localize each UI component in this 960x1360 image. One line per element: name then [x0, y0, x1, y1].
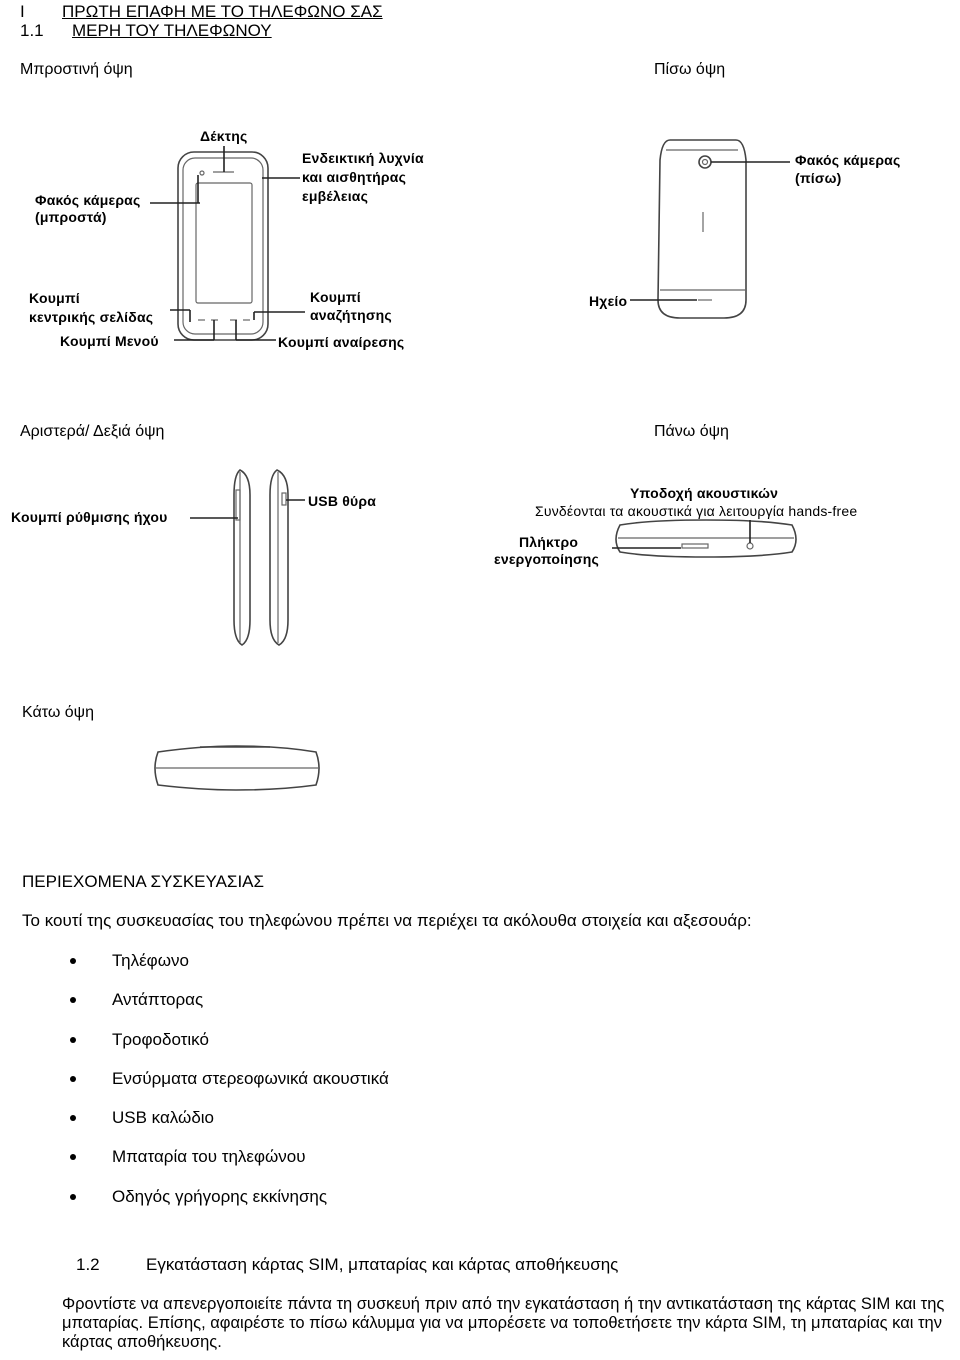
label-usb-port: USB θύρα	[308, 493, 377, 509]
list-item: Τηλέφωνο	[60, 950, 389, 989]
chapter-title: ΠΡΩΤΗ ΕΠΑΦΗ ΜΕ ΤΟ ΤΗΛΕΦΩΝΟ ΣΑΣ	[62, 2, 383, 21]
label-rear-camera-line2: (πίσω)	[795, 170, 842, 186]
front-view-caption: Μπροστινή όψη	[20, 61, 133, 78]
label-power-key-line2: ενεργοποίησης	[494, 551, 600, 567]
contents-heading: ΠΕΡΙΕΧΟΜΕΝΑ ΣΥΣΚΕΥΑΣΙΑΣ	[22, 872, 265, 891]
back-view-caption: Πίσω όψη	[654, 61, 726, 78]
label-back-button: Κουμπί αναίρεσης	[278, 334, 405, 350]
top-view-caption: Πάνω όψη	[654, 423, 729, 440]
label-indicator-line2: και αισθητήρας	[302, 169, 407, 185]
label-receiver: Δέκτης	[200, 128, 248, 144]
section2-paragraph: Φροντίστε να απενεργοποιείτε πάντα τη συσκευή πριν από την εγκατάσταση ή την αντικατάσταση της κάρτας SIM και της μπαταρίας. Επίσης, αφαιρέστε το πίσω κάλυμμα για να μπορέσετε να τοποθετήσετε την κάρτα SIM, τη μπαταρίας και την κάρτας αποθήκευσης.	[62, 1295, 945, 1351]
label-headset-description: Συνδέονται τα ακουστικά για λειτουργία hands-free	[535, 503, 858, 519]
label-search-line1: Κουμπί	[310, 289, 361, 305]
label-front-camera-line1: Φακός κάμερας	[35, 192, 141, 208]
contents-intro: Το κουτί της συσκευασίας του τηλεφώνου πρέπει να περιέχει τα ακόλουθα στοιχεία και αξεσουάρ:	[22, 911, 752, 930]
section-number: 1.1	[20, 21, 44, 40]
label-rear-camera-line1: Φακός κάμερας	[795, 152, 901, 168]
list-item: USB καλώδιο	[60, 1107, 389, 1146]
section2-title: Εγκατάσταση κάρτας SIM, μπαταρίας και κάρτας αποθήκευσης	[146, 1255, 619, 1274]
list-item: Αντάπτορας	[60, 989, 389, 1028]
label-volume-key: Κουμπί ρύθμισης ήχου	[11, 509, 168, 525]
section-title: ΜΕΡΗ ΤΟΥ ΤΗΛΕΦΩΝΟΥ	[72, 21, 272, 40]
side-view-caption: Αριστερά/ Δεξιά όψη	[20, 423, 165, 440]
label-home-line2: κεντρικής σελίδας	[29, 309, 154, 325]
label-power-key-line1: Πλήκτρο	[519, 534, 579, 550]
label-speaker: Ηχείο	[589, 293, 628, 309]
list-item: Οδηγός γρήγορης εκκίνησης	[60, 1186, 389, 1225]
label-indicator-line1: Ενδεικτική λυχνία	[302, 150, 424, 166]
contents-list	[60, 950, 389, 1225]
list-item: Ενσύρματα στερεοφωνικά ακουστικά	[60, 1068, 389, 1107]
label-home-line1: Κουμπί	[29, 290, 80, 306]
list-item: Τροφοδοτικό	[60, 1029, 389, 1068]
label-front-camera-line2: (μπροστά)	[35, 209, 107, 225]
chapter-number: I	[20, 2, 25, 21]
label-indicator-line3: εμβέλειας	[302, 188, 369, 204]
section2-number: 1.2	[76, 1255, 100, 1274]
label-menu: Κουμπί Μενού	[60, 333, 159, 349]
list-item: Μπαταρία του τηλεφώνου	[60, 1146, 389, 1185]
label-headset-jack: Υποδοχή ακουστικών	[630, 485, 779, 501]
bottom-view-caption: Κάτω όψη	[22, 704, 94, 721]
label-search-line2: αναζήτησης	[310, 307, 392, 323]
